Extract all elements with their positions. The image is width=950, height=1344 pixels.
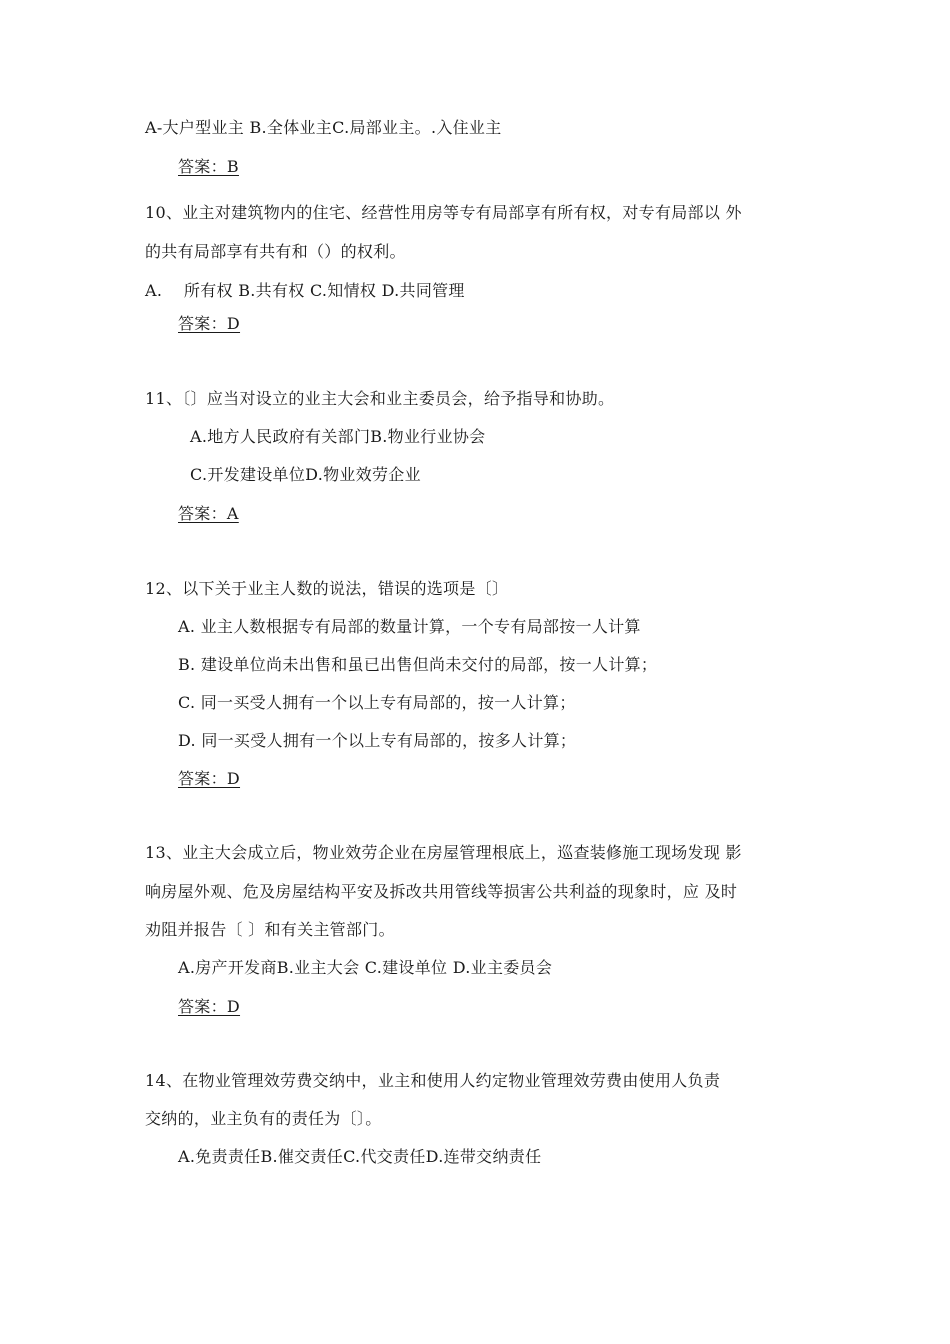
prev-question-answer: 答案：B — [178, 157, 239, 176]
q12-answer: 答案：D — [178, 769, 241, 788]
q11-option-ab: A.地方人民政府有关部门B.物业行业协会 — [190, 427, 486, 446]
q14-options: A.免责责任B.催交责任C.代交责任D.连带交纳责任 — [178, 1147, 542, 1166]
q13-stem-line1: 13、业主大会成立后，物业效劳企业在房屋管理根底上，巡查装修施工现场发现 影 — [145, 843, 742, 862]
q12-stem: 12、以下关于业主人数的说法，错误的选项是〔〕 — [145, 579, 509, 598]
q11-stem: 11、〔〕应当对设立的业主大会和业主委员会，给予指导和协助。 — [145, 389, 615, 408]
q12-option-a: A. 业主人数根据专有局部的数量计算，一个专有局部按一人计算 — [178, 617, 641, 636]
q10-stem-line2: 的共有局部享有共有和（）的权利。 — [145, 242, 406, 261]
q13-stem-line3: 劝阻并报告〔 〕和有关主管部门。 — [145, 920, 395, 939]
q10-answer: 答案：D — [178, 314, 241, 333]
q10-stem-line1: 10、业主对建筑物内的住宅、经营性用房等专有局部享有所有权，对专有局部以 外 — [145, 203, 742, 222]
q13-options: A.房产开发商B.业主大会 C.建设单位 D.业主委员会 — [178, 958, 553, 977]
q10-options: A. 所有权 B.共有权 C.知情权 D.共同管理 — [145, 281, 465, 300]
q12-option-b: B. 建设单位尚未出售和虽已出售但尚未交付的局部，按一人计算； — [178, 655, 658, 674]
q13-answer: 答案：D — [178, 997, 241, 1016]
q14-stem-line2: 交纳的，业主负有的责任为〔〕。 — [145, 1109, 382, 1128]
q11-option-cd: C.开发建设单位D.物业效劳企业 — [190, 465, 421, 484]
q11-answer: 答案：A — [178, 504, 239, 523]
q12-option-d: D. 同一买受人拥有一个以上专有局部的，按多人计算； — [178, 731, 577, 750]
q12-option-c: C. 同一买受人拥有一个以上专有局部的，按一人计算； — [178, 693, 576, 712]
prev-question-options: A-大户型业主 B.全体业主C.局部业主。.入住业主 — [145, 118, 502, 137]
q13-stem-line2: 响房屋外观、危及房屋结构平安及拆改共用管线等损害公共利益的现象时，应 及时 — [145, 882, 738, 901]
q14-stem-line1: 14、在物业管理效劳费交纳中，业主和使用人约定物业管理效劳费由使用人负责 — [145, 1071, 721, 1090]
